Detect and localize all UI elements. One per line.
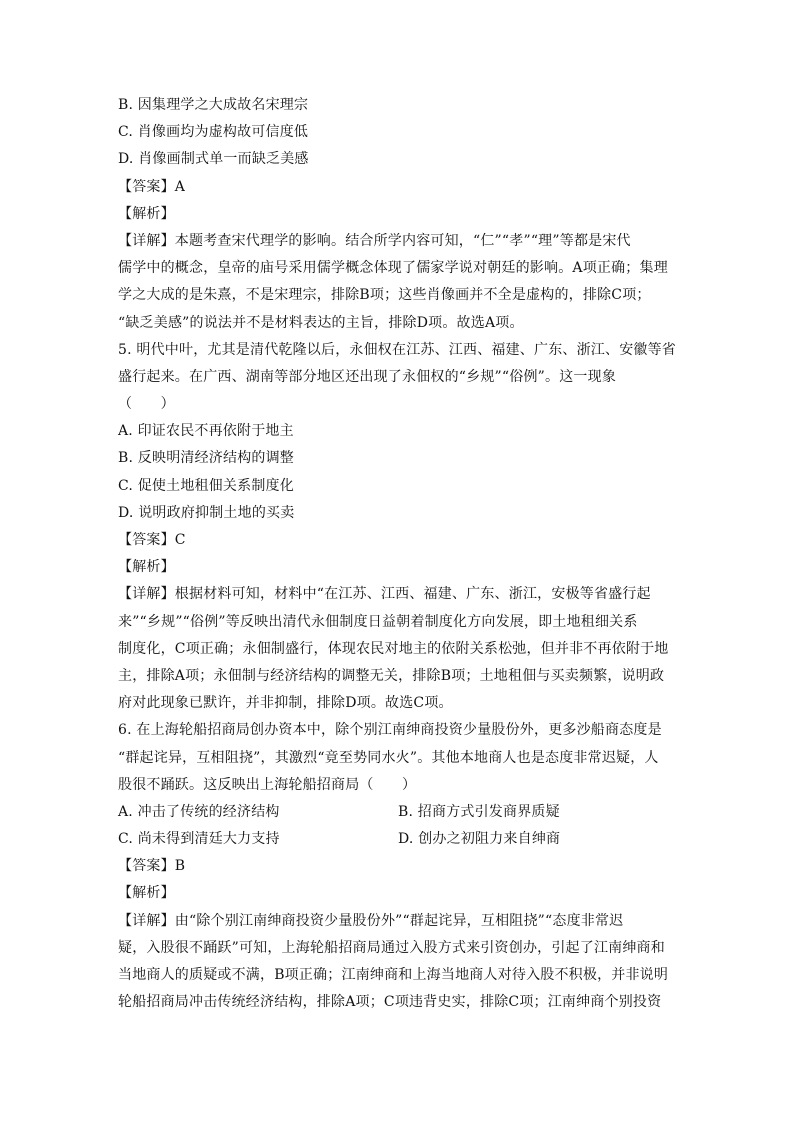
q6-stem-line: 6. 在上海轮船招商局创办资本中，除个别江南绅商投资少量股份外，更多沙船商态度是 (118, 722, 662, 739)
q6-option-a: A. 冲击了传统的经济结构 (118, 803, 280, 820)
q6-detail-line: 轮船招商局冲击传统经济结构，排除A项；C项违背史实，排除C项；江南绅商个别投资 (118, 994, 662, 1011)
q6-option-d: D. 创办之初阻力来自绅商 (398, 831, 561, 848)
q6-detail-line: 【详解】由“除个别江南绅商投资少量股份外”“群起诧异，互相阻挠”“态度非常迟 (118, 912, 624, 929)
q4-detail-line: 学之大成的是朱熹，不是宋理宗，排除B项；这些肖像画并不全是虚构的，排除C项； (118, 287, 651, 304)
q5-analysis-title: 【解析】 (118, 559, 175, 576)
q6-analysis-title: 【解析】 (118, 885, 175, 902)
q5-detail-line: 主，排除A项；永佃制与经济结构的调整无关，排除B项；土地租佃与买卖频繁，说明政 (118, 667, 665, 684)
q5-option-a: A. 印证农民不再依附于地主 (118, 423, 294, 440)
q6-stem-line: 股很不踊跃。这反映出上海轮船招商局（ ） (118, 776, 417, 793)
q6-detail-line: 当地商人的质疑或不满，B项正确；江南绅商和上海当地商人对待入股不积极，并非说明 (118, 967, 669, 983)
q4-detail-line: 儒学中的概念，皇帝的庙号采用儒学概念体现了儒家学说对朝廷的影响。A项正确；集理 (118, 260, 668, 277)
q6-option-c: C. 尚未得到清廷大力支持 (118, 831, 280, 848)
content-area (118, 92, 678, 1016)
q5-detail-line: 制度化，C项正确；永佃制盛行，体现农民对地主的依附关系松弛，但并非不再依附于地 (118, 640, 669, 657)
q4-option-d: D. 肖像画制式单一而缺乏美感 (118, 151, 309, 168)
q5-stem-line: 5. 明代中叶，尤其是清代乾隆以后，永佃权在江苏、江西、福建、广东、浙江、安徽等省 (118, 341, 677, 358)
q6-options-row-2 (118, 826, 678, 853)
q6-options-row-1 (118, 799, 678, 826)
q5-detail-line: 来”“乡规”“俗例”等反映出清代永佃制度日益朝着制度化方向发展，即土地租细关系 (118, 613, 638, 630)
q5-option-b: B. 反映明清经济结构的调整 (118, 450, 294, 467)
q5-stem-line: （ ） (118, 396, 175, 413)
q4-detail-line: 【详解】本题考查宋代理学的影响。结合所学内容可知，“仁”“孝”“理”等都是宋代 (118, 232, 631, 249)
q5-option-d: D. 说明政府抑制土地的买卖 (118, 504, 295, 521)
q6-answer: 【答案】B (118, 858, 186, 875)
q4-analysis-title: 【解析】 (118, 205, 175, 222)
q4-answer: 【答案】A (118, 178, 186, 195)
q6-option-b: B. 招商方式引发商界质疑 (398, 803, 560, 820)
q6-detail-line: 疑，入股很不踊跃”可知，上海轮船招商局通过入股方式来引资创办，引起了江南绅商和 (118, 939, 665, 956)
q5-answer: 【答案】C (118, 532, 186, 548)
q4-option-b: B. 因集理学之大成故名宋理宗 (118, 97, 309, 113)
q5-option-c: C. 促使土地租佃关系制度化 (118, 477, 294, 494)
q5-detail-line: 府对此现象已默许，并非抑制，排除D项。故选C项。 (118, 695, 453, 712)
q5-detail-line: 【详解】根据材料可知，材料中“在江苏、江西、福建、广东、浙江，安极等省盛行起 (118, 586, 651, 603)
q6-stem-line: “群起诧异，互相阻挠”，其激烈“竟至势同水火”。其他本地商人也是态度非常迟疑，人 (118, 749, 659, 766)
q4-option-c: C. 肖像画均为虚构故可信度低 (118, 124, 309, 141)
q5-stem-line: 盛行起来。在广西、湖南等部分地区还出现了永佃权的“乡规”“俗例”。这一现象 (118, 368, 617, 385)
q4-detail-line: “缺乏美感”的说法并不是材料表达的主旨，排除D项。故选A项。 (118, 314, 524, 331)
